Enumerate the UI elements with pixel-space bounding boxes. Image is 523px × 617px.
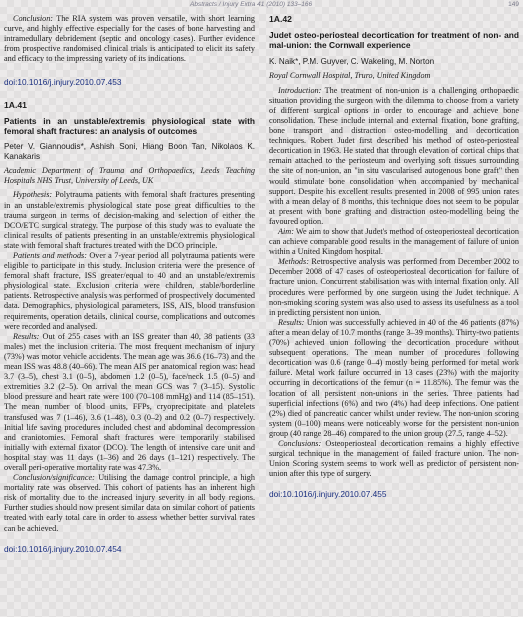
methods-paragraph [269,257,519,318]
doi-link[interactable]: doi:10.1016/j.injury.2010.07.453 [4,77,122,88]
paragraph-text: The treatment of non-union is a challenging orthopaedic situation providing the surgeon with the dilemma to choose from a variety of different surgical options in order to encourage and achieve bone consolidation. These include internal and external fixation, bone grafting, bone transport and distraction osteo-modelling and decortication techniques. Robert Judet first described his method of osteo-periosteal decortication in 1963. He stated that through elevation of cortical chips that remain attached to the periosteum and overlying soft tissues surrounding the site of non-union, an "in situ vascularised autogenous bone graft" then would stimulate bone consolidation when accompanied by mechanical support. Despite his excellent results presented in 2008 of 995 union rates with a mean delay of 8 months, this technique does not seem to be popular at present with bone grafting and distraction osteo-modelling being the favoured option. [269,85,519,226]
section-label: Conclusion: [13,14,54,23]
paragraph-text: The RIA system was proven versatile, with short learning curve, and highly effective especially for the cases of bone harvesting and intramedullary debridement (septic and oncology cases). Further evidence from prospective randomised clinical trials is anticipated to elicit its safety and efficacy to the impressing variety of its indications. [4,14,255,64]
methods-paragraph [4,251,255,332]
section-label: Aim: [278,227,294,236]
section-label: Patients and methods: [13,251,87,260]
section-label: Conclusions: [278,438,322,448]
doi-link[interactable]: doi:10.1016/j.injury.2010.07.455 [269,489,387,500]
right-column [269,14,519,499]
paragraph-text: We aim to show that Judet's method of osteoperiosteal decortication can achieve comparable good results in the management of failure of union within a United Kingdom hospital. [269,227,519,257]
abstract-id: 1A.41 [4,99,27,110]
section-label: Introduction: [278,85,322,95]
paragraph-text: Retrospective analysis was performed from December 2002 to December 2008 of 47 cases of osteoperiosteal decortication for failure of fracture union. Concurrent stabilisation was with internal fixation only. All procedures were performed by one surgeon using the Judet technique. A non-smoking scoring system was also used to assess its usefulness as a tool in predicting persistent non union. [269,257,519,317]
abstract-affiliation: Royal Cornwall Hospital, Truro, United Kingdom [269,70,431,80]
abstract-affiliation: Academic Department of Trauma and Orthopaedics, Leeds Teaching Hospitals NHS Trust, University of Leeds, UK [4,166,255,186]
page-number: 149 [508,1,519,8]
conclusion-paragraph [4,473,255,534]
abstract-authors: K. Naik*, P.M. Guyver, C. Wakeling, M. Norton [269,56,435,66]
introduction-paragraph [269,86,519,227]
aim-paragraph [269,227,519,257]
section-label: Results: [13,331,40,341]
abstract-authors: Peter V. Giannoudis*, Ashish Soni, Hiang Boon Tan, Nikolaos K. Kanakaris [4,142,255,162]
left-column [4,14,255,554]
section-label: Hypothesis: [13,190,53,200]
section-label: Methods: [278,257,309,267]
section-label: Results: [278,317,305,327]
journal-citation: Abstracts / Injury Extra 41 (2010) 133–166 [190,1,313,8]
paragraph-text: Out of 255 cases with an ISS greater than 40, 38 patients (33 males) met the inclusion criteria. The most frequent mechanism of injury (73%) was motor vehicle accidents. The mean age was 36.6 (16–73) and the mean ISS was 48.8 (40–66). The mean AIS per anatomical region was: head 3.7 (3–5), chest 3.1 (0–5), abdomen 1.2 (0–5), face/neck 1.5 (0–5) and extremities 3.2 (2–5). On arrival the mean GCS was 7 (3–15). Systolic blood pressure and heart rate were 100 (70–108 mmHg) and 114 (85–151). The mean number of blood units, FFPs, cryoprecipitate and platelets transfused was 7 (1–46), 3.6 (1–48), 0.3 (0–2) and 0.2 (0–7) respectively. Initial life saving procedures included chest and abdominal decompression and craniotomies. Femoral shaft fractures were temporarily stabilised initially with external fixator (DCO). The length of intensive care unit and hospital stay was 11 days (1–36) and 26 days (1–121) respectively. The overall peri-operative mortality rate was 47.3%. [4,331,255,472]
paragraph-text: Union was successfully achieved in 40 of the 46 patients (87%) after a mean delay of 10.7 months (range 3–39 months). Thirty-two patients (70%) achieved union following the decortication procedure without subsequent operations. The mean number of procedures following decortication was 0.6 (range 0–4) mostly being performed for metal work failure. Metal work failure occurred in 13 cases (23%) with the majority occurring in decortications of the femur (n = 11.85%). The femur was the location of all persistent non-unions in the series. Three patients had superficial infections (6%) and two (4%) had deep infections. One patient (2%) died of pancreatic cancer whilst under review. The non-union scoring system (0–100) means were noticeably worse for the persistent non-union group (40 range 28–46) compared to the union group (27.5, range 4–52). [269,317,519,438]
paragraph-text: Osteoperiosteal decortication remains a highly effective surgical technique in the management of failed fracture union. The non-Union Scoring system seems to work well as predictor of persistent non-union after this type of surgery. [269,438,519,479]
hypothesis-paragraph [4,190,255,251]
paragraph-text: Over a 7-year period all polytrauma patients were eligible to participate in this study. Inclusion criteria were the presence of femoral shaft fracture, ISS greater/equal to 40 and an unstable/extremis physiological state. Exclusion criteria were children, stable/borderline patients. Retrospective analysis was performed of prospectively documented data. Demographics, physiological parameters, ISS, AIS, blood transfusion requirements, operation details, clinical course, complications and outcomes were recorded and analysed. [4,251,256,331]
results-paragraph [269,318,519,439]
paragraph-text: Utilising the damage control principle, a high mortality rate was observed. This cohort of patients has an inherent high risk of mortality due to the increased injury severity in all body regions. Further studies should now present similar data on similar cohort of patients treated with early total care in order to assess whether better survival rates can be achieved. [4,473,255,533]
paragraph-text: Polytrauma patients with femoral shaft fractures presenting in an unstable/extremis physiological state pose great difficulties to the trauma surgeon in terms of decision-making and selection of either the DCO/ETC surgical strategy. The purpose of this study was to evaluate the clinical results of patients presenting in an unstable/extremis physiological state with femoral shaft fractures treated with the DCO principle. [4,190,255,250]
abstract-id: 1A.42 [269,14,292,24]
abstract-title: Patients in an unstable/extremis physiological state with femoral shaft fractures: an analysis of outcomes [4,115,255,136]
conclusions-paragraph [269,439,519,479]
doi-link[interactable]: doi:10.1016/j.injury.2010.07.454 [4,543,122,554]
prev-abstract-conclusion [4,14,255,64]
page-header [0,0,523,12]
section-label: Conclusion/significance: [13,473,95,483]
results-paragraph [4,332,255,473]
abstract-title: Judet osteo-periosteal decortication for treatment of non- and mal-union: the Cornwall experience [269,30,519,51]
